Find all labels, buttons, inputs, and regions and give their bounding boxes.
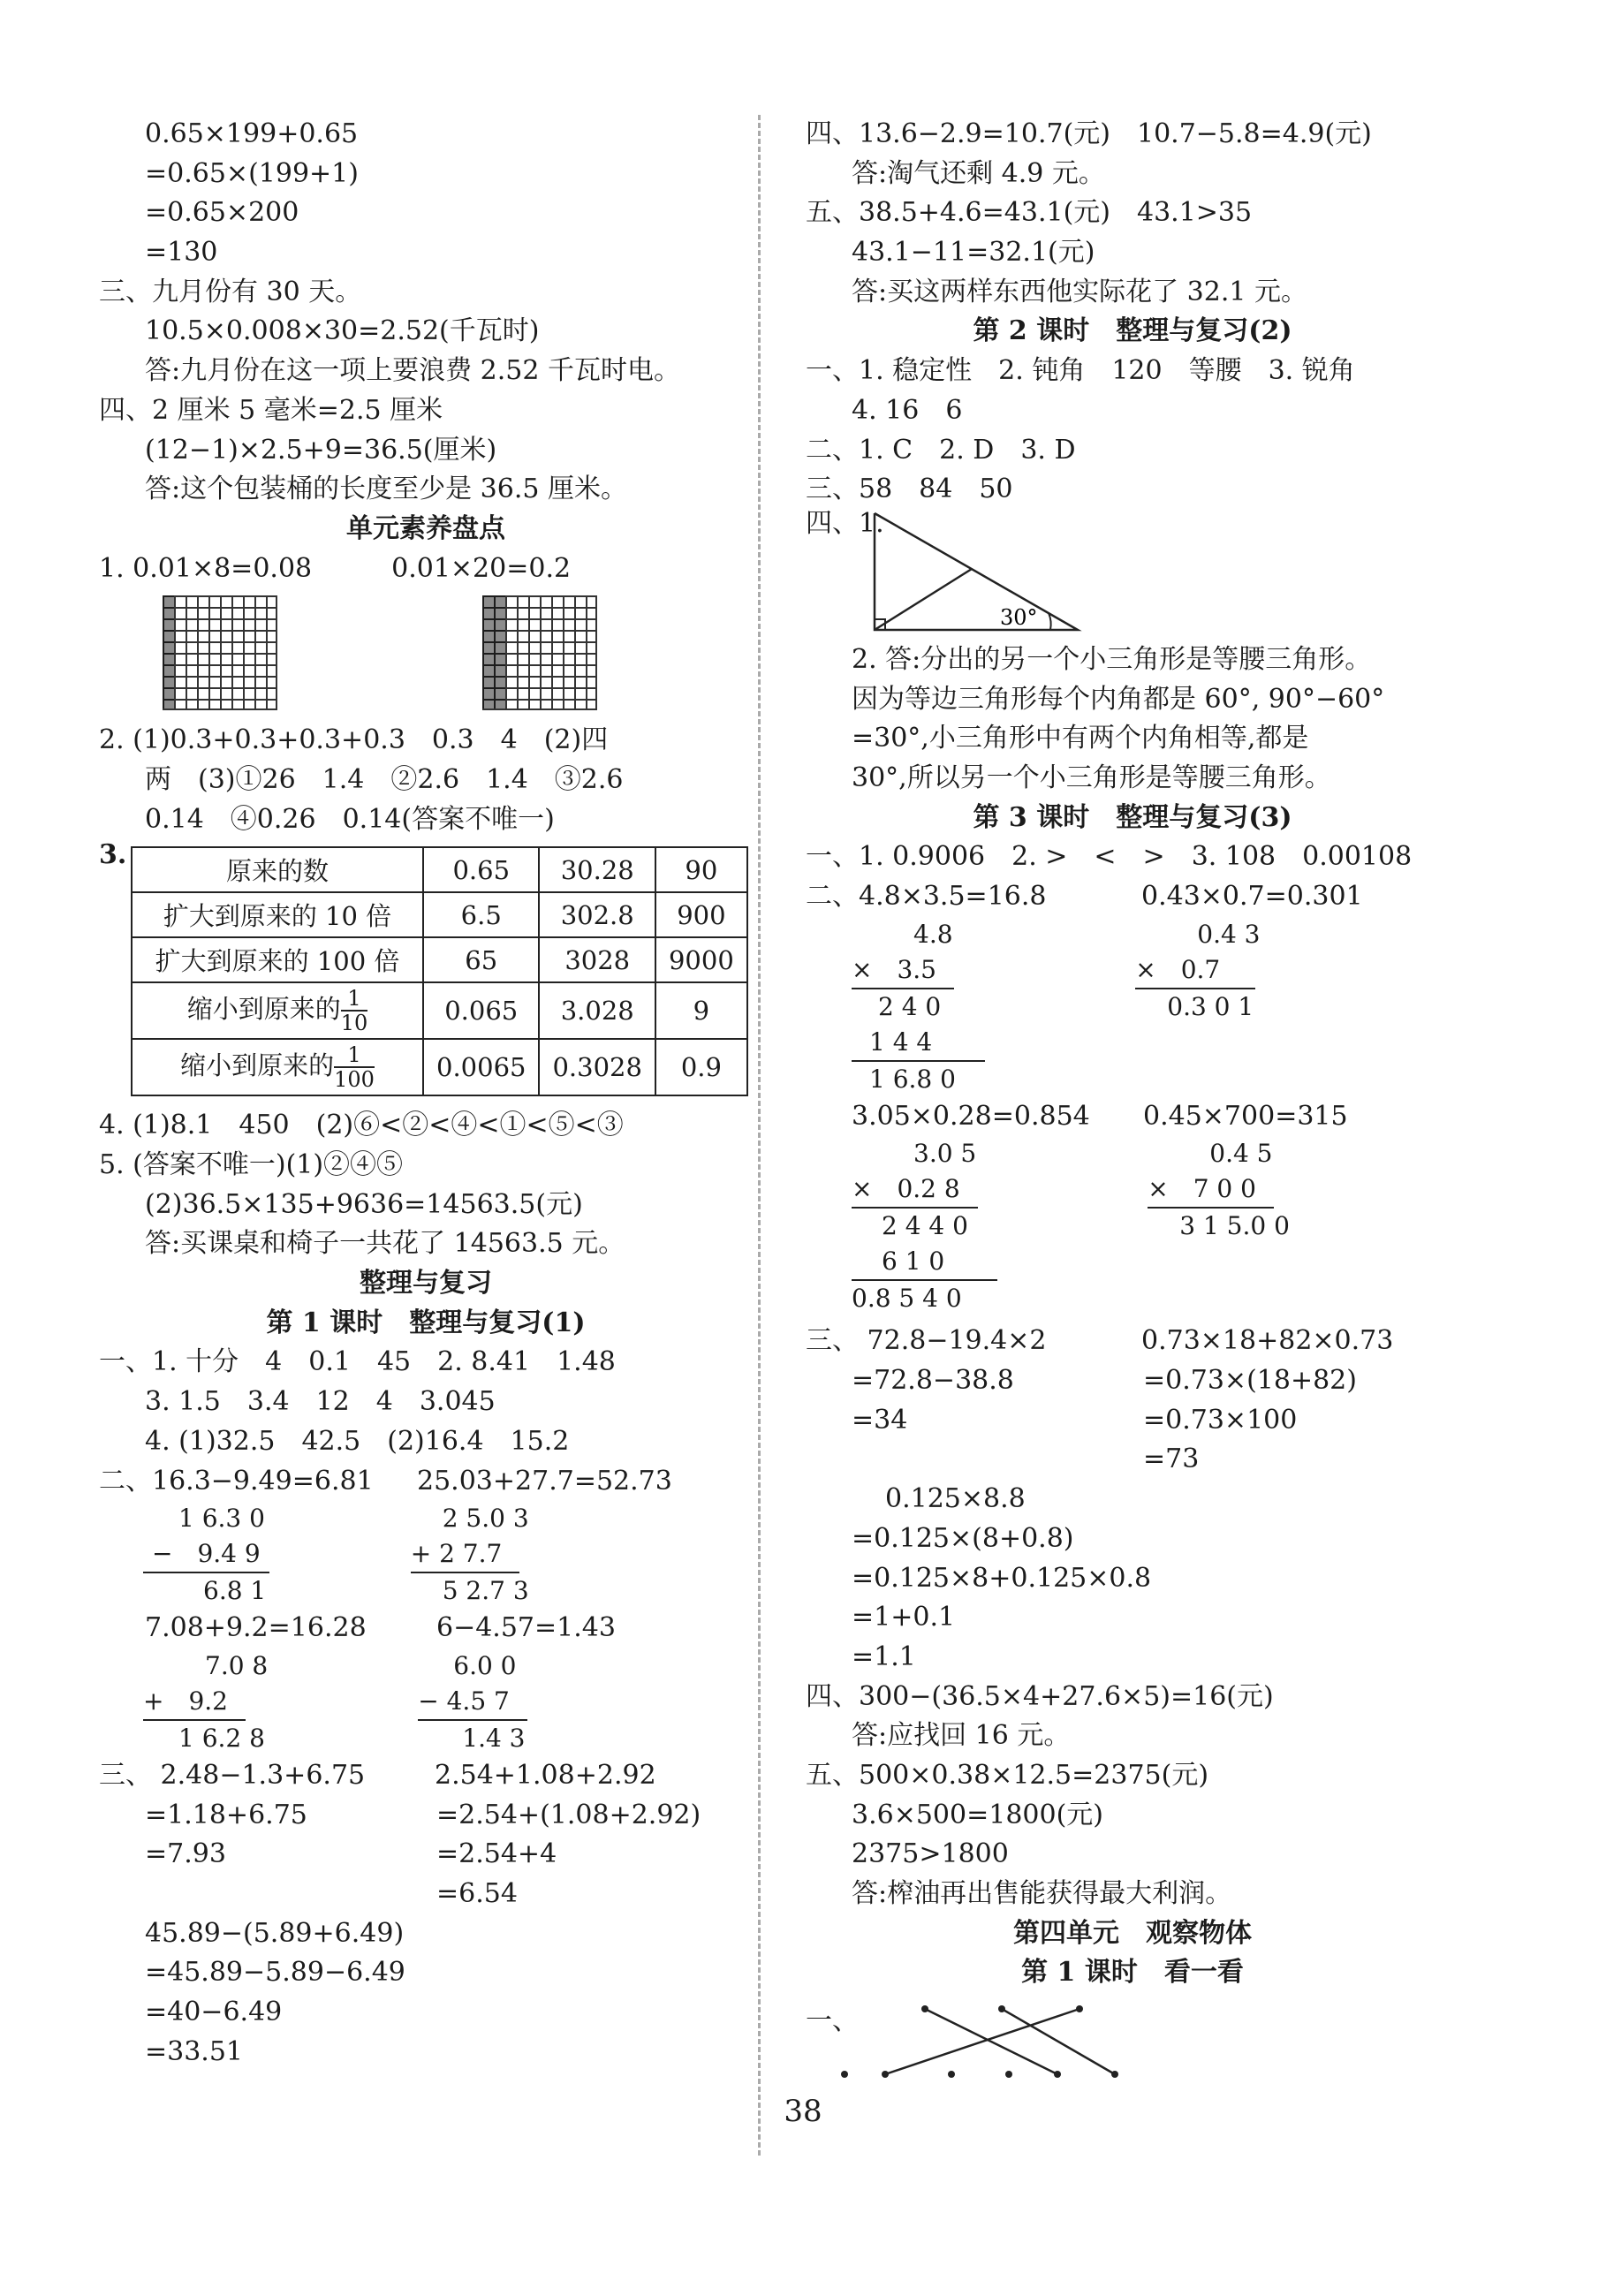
section-title: 整理与复习: [360, 1268, 492, 1300]
numerator: 1: [334, 1043, 375, 1068]
triangle-figure: [806, 507, 1459, 640]
text-line: =7.93: [145, 1838, 226, 1870]
text-line: 43.1−11=32.1(元): [852, 237, 1095, 269]
text-line: 答:淘气还剩 4.9 元。: [852, 157, 1105, 189]
text-line: 0.73×18+82×0.73: [1141, 1325, 1394, 1357]
vertical-calc: [411, 1501, 529, 1609]
column-divider: [758, 115, 761, 2156]
fraction: [341, 987, 368, 1034]
calc-line: 6 1 0: [852, 1244, 997, 1281]
vertical-calc: [1148, 1136, 1290, 1316]
text-line: =0.65×(199+1): [145, 157, 359, 189]
text-line: 因为等边三角形每个内角都是 60°, 90°−60°: [852, 683, 1385, 715]
text-line: 四、13.6−2.9=10.7(元) 10.7−5.8=4.9(元): [806, 118, 1372, 149]
text-line: =2.54+(1.08+2.92): [436, 1799, 701, 1830]
denominator: 100: [334, 1067, 375, 1093]
calc-line: × 0.2 8: [852, 1171, 978, 1209]
text-line: 2. (1)0.3+0.3+0.3+0.3 0.3 4 (2)四: [99, 724, 609, 756]
calc-line: + 9.2: [143, 1684, 246, 1721]
text-line: 3.6×500=1800(元): [852, 1799, 1103, 1830]
calc-line: × 7 0 0: [1148, 1171, 1274, 1209]
text-line: =30°,小三角形中有两个内角相等,都是: [852, 723, 1309, 754]
calc-line: 1.4 3: [462, 1723, 526, 1753]
text-line: 4. 16 6: [852, 394, 963, 426]
calc-line: + 2 7.7: [411, 1536, 520, 1573]
right-column: [806, 115, 1459, 2090]
text-line: =33.51: [145, 2035, 244, 2067]
table-row: [132, 982, 747, 1039]
calc-line: 3.0 5: [913, 1139, 977, 1169]
text-line: 2. 答:分出的另一个小三角形是等腰三角形。: [852, 643, 1372, 675]
text-line: 答:买课桌和椅子一共花了 14563.5 元。: [145, 1228, 625, 1260]
calc-line: 5 2.7 3: [442, 1576, 529, 1606]
calc-line: 2 5.0 3: [442, 1504, 529, 1534]
text-line: 5. (答案不唯一)(1)②④⑤: [99, 1149, 404, 1180]
table-cell: 6.5: [423, 892, 539, 937]
calc-line: 1 6.3 0: [178, 1504, 265, 1534]
vertical-calc: [1135, 917, 1260, 1097]
text-line: (2)36.5×135+9636=14563.5(元): [145, 1188, 583, 1220]
table-row: [132, 937, 747, 982]
section-title: 第四单元 观察物体: [1013, 1917, 1252, 1949]
text-line: =45.89−5.89−6.49: [145, 1957, 405, 1989]
text-line: 答:这个包装桶的长度至少是 36.5 厘米。: [145, 474, 627, 505]
scale-table: [131, 846, 748, 1096]
calc-line: × 3.5: [852, 952, 954, 989]
calc-line: 1 4 4: [852, 1025, 985, 1062]
text-line: 4. (1)8.1 450 (2)⑥<②<④<①<⑤<③: [99, 1110, 624, 1141]
text-line: =130: [145, 237, 218, 269]
text-line: 25.03+27.7=52.73: [417, 1465, 672, 1497]
text-line: 二、1. C 2. D 3. D: [806, 434, 1076, 466]
text-line: 答:九月份在这一项上要浪费 2.52 千瓦时电。: [145, 355, 680, 387]
matching-lines-figure: [806, 1993, 1459, 2090]
text-line: =0.125×8+0.125×0.8: [852, 1562, 1152, 1594]
table-cell: 302.8: [539, 892, 655, 937]
row-label: 缩小到原来的: [186, 994, 341, 1025]
text-line: 二、4.8×3.5=16.8: [806, 881, 1047, 912]
left-column: [99, 115, 753, 2072]
text-line: 三、 2.48−1.3+6.75: [99, 1759, 366, 1791]
text-line: 一、1. 0.9006 2. > < > 3. 108 0.00108: [806, 841, 1413, 873]
text-line: (12−1)×2.5+9=36.5(厘米): [145, 434, 497, 466]
table-cell: [132, 982, 423, 1039]
text-line: 0.43×0.7=0.301: [1141, 881, 1363, 912]
text-line: 3. 1.5 3.4 12 4 3.045: [145, 1386, 496, 1418]
text-line: =73: [1143, 1444, 1200, 1475]
calc-line: 4.8: [913, 919, 953, 949]
calc-line: − 4.5 7: [418, 1684, 527, 1721]
calc-line: 2 4 0: [878, 991, 942, 1021]
text-line: 五、500×0.38×12.5=2375(元): [806, 1759, 1209, 1791]
text-line: 45.89−(5.89+6.49): [145, 1917, 405, 1949]
table-cell: 0.9: [655, 1039, 747, 1095]
question-number: 3.: [99, 839, 127, 871]
text-line: 一、: [806, 2005, 859, 2037]
text-line: =72.8−38.8: [852, 1365, 1014, 1397]
table-cell: 扩大到原来的 10 倍: [132, 892, 423, 937]
text-line: 三、 72.8−19.4×2: [806, 1325, 1047, 1357]
text-line: =1.18+6.75: [145, 1799, 307, 1830]
angle-label: 30°: [1000, 604, 1038, 630]
right-triangle-diagram: [867, 510, 1097, 640]
calc-line: × 0.7: [1135, 952, 1255, 989]
text-line: 一、1. 稳定性 2. 钝角 120 等腰 3. 锐角: [806, 355, 1355, 387]
calc-line: 0.3 0 1: [1167, 991, 1254, 1021]
calc-line: 6.8 1: [203, 1576, 267, 1606]
text-line: =0.73×(18+82): [1143, 1365, 1357, 1397]
table-cell: 30.28: [539, 847, 655, 892]
section-title: 单元素养盘点: [346, 512, 505, 544]
text-line: 二、16.3−9.49=6.81: [99, 1465, 374, 1497]
table-cell: 9: [655, 982, 747, 1039]
table-cell: 65: [423, 937, 539, 982]
text-line: =0.65×200: [145, 197, 299, 229]
text-line: 答:买这两样东西他实际花了 32.1 元。: [852, 276, 1307, 307]
section-title: 第 1 课时 整理与复习(1): [266, 1307, 586, 1338]
grid-diagrams: [99, 588, 753, 721]
matching-lines-diagram: [841, 1993, 1212, 2090]
text-line: 1. 0.01×8=0.08: [99, 552, 313, 584]
text-line: 五、38.5+4.6=43.1(元) 43.1>35: [806, 197, 1253, 229]
text-line: 10.5×0.008×30=2.52(千瓦时): [145, 315, 540, 347]
section-title: 第 3 课时 整理与复习(3): [973, 801, 1292, 833]
calc-line: − 9.4 9: [143, 1536, 269, 1573]
table-cell: 9000: [655, 937, 747, 982]
table-cell: 3028: [539, 937, 655, 982]
text-line: =40−6.49: [145, 1997, 283, 2027]
table-cell: 扩大到原来的 100 倍: [132, 937, 423, 982]
text-line: 4. (1)32.5 42.5 (2)16.4 15.2: [145, 1425, 570, 1457]
vertical-calc: [143, 1648, 268, 1756]
calc-line: 6.0 0: [453, 1650, 517, 1680]
text-line: 0.14 ④0.26 0.14(答案不唯一): [145, 803, 555, 835]
table-cell: 3.028: [539, 982, 655, 1039]
denominator: 10: [340, 1011, 368, 1036]
page-number: 38: [784, 2094, 822, 2129]
text-line: 四、1.: [806, 507, 884, 539]
text-line: 答:榨油再出售能获得最大利润。: [852, 1878, 1232, 1909]
text-line: =1.1: [852, 1641, 916, 1672]
table-cell: 0.0065: [423, 1039, 539, 1095]
fraction: [334, 1043, 375, 1091]
text-line: 2375>1800: [852, 1838, 1009, 1870]
table-cell: 原来的数: [132, 847, 423, 892]
text-line: 两 (3)①26 1.4 ②2.6 1.4 ③2.6: [145, 763, 624, 795]
table-cell: 0.65: [423, 847, 539, 892]
calc-line: 0.4 3: [1197, 919, 1261, 949]
numerator: 1: [341, 987, 368, 1012]
text-line: 四、2 厘米 5 毫米=2.5 厘米: [99, 394, 443, 426]
calc-line: 7.0 8: [205, 1650, 269, 1680]
section-title: 第 1 课时 看一看: [1021, 1957, 1244, 1989]
calc-line: 3 1 5.0 0: [1179, 1211, 1290, 1241]
text-line: 0.01×20=0.2: [391, 552, 572, 584]
text-line: =34: [852, 1404, 908, 1436]
text-line: =2.54+4: [436, 1838, 557, 1870]
text-line: 2.54+1.08+2.92: [435, 1759, 656, 1791]
table-cell: 0.3028: [539, 1039, 655, 1095]
calc-line: 0.4 5: [1209, 1139, 1273, 1169]
section-title: 第 2 课时 整理与复习(2): [973, 315, 1292, 347]
table-row: [132, 1039, 747, 1095]
table-cell: [132, 1039, 423, 1095]
hundred-grid-b: [482, 595, 597, 710]
text-line: 6−4.57=1.43: [436, 1612, 616, 1644]
text-line: 0.45×700=315: [1143, 1100, 1348, 1132]
vertical-calc: [852, 1136, 997, 1316]
table-cell: 0.065: [423, 982, 539, 1039]
table-cell: 900: [655, 892, 747, 937]
calc-line: 2 4 4 0: [882, 1211, 968, 1241]
text-line: =1+0.1: [852, 1602, 956, 1633]
text-line: =0.73×100: [1143, 1404, 1298, 1436]
text-line: 三、九月份有 30 天。: [99, 276, 362, 307]
text-line: 一、1. 十分 4 0.1 45 2. 8.41 1.48: [99, 1346, 616, 1378]
table-cell: 90: [655, 847, 747, 892]
text-line: 0.65×199+0.65: [145, 118, 359, 149]
vertical-calc: [143, 1501, 269, 1609]
text-line: 30°,所以另一个小三角形是等腰三角形。: [852, 762, 1331, 793]
text-line: 三、58 84 50: [806, 474, 1013, 505]
table-row: [132, 892, 747, 937]
vertical-calc: [418, 1648, 527, 1756]
text-line: 四、300−(36.5×4+27.6×5)=16(元): [806, 1680, 1274, 1712]
text-line: =0.125×(8+0.8): [852, 1522, 1074, 1554]
text-line: 答:应找回 16 元。: [852, 1720, 1071, 1752]
text-line: 0.125×8.8: [885, 1483, 1026, 1515]
text-line: =6.54: [436, 1877, 518, 1909]
text-line: 3.05×0.28=0.854: [852, 1100, 1090, 1132]
row-label: 缩小到原来的: [180, 1050, 335, 1081]
calc-line: 0.8 5 4 0: [852, 1284, 962, 1314]
table-row: [132, 847, 747, 892]
calc-line: 1 6.8 0: [869, 1064, 956, 1094]
hundred-grid-a: [163, 595, 277, 710]
vertical-calc: [852, 917, 985, 1097]
text-line: 7.08+9.2=16.28: [145, 1612, 367, 1644]
calc-line: 1 6.2 8: [178, 1723, 265, 1753]
